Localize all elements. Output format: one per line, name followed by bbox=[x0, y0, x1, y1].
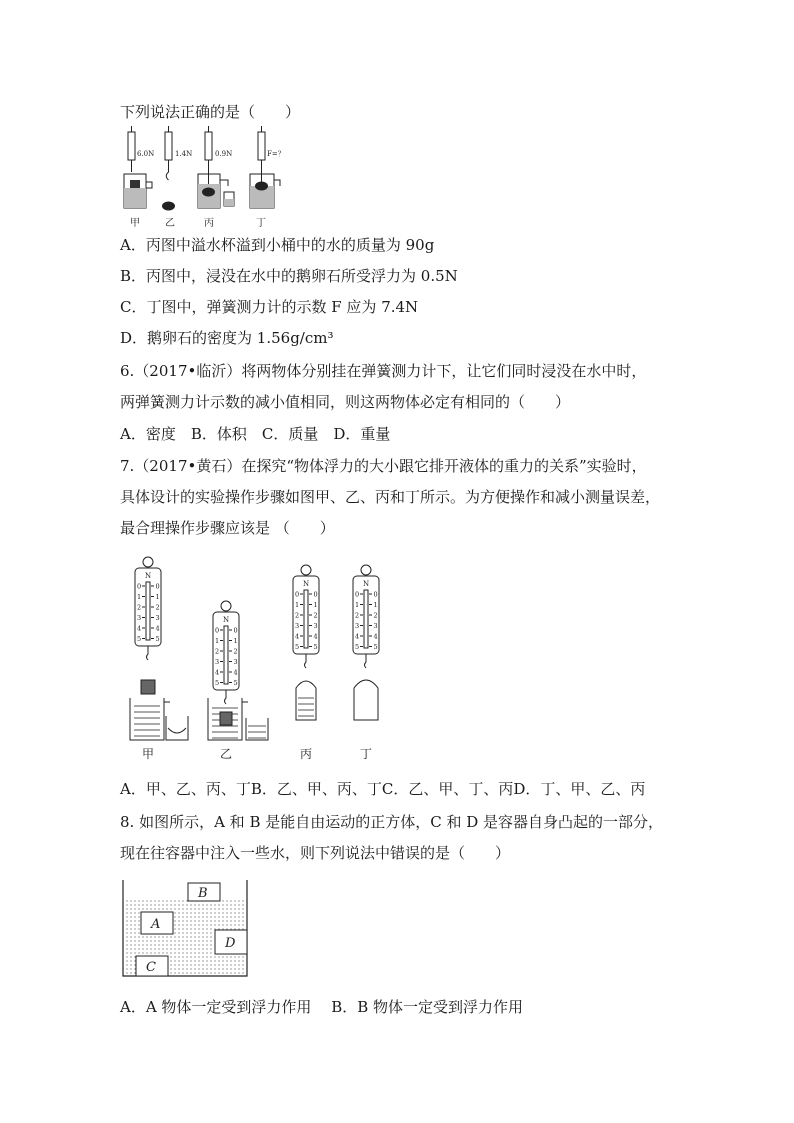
q7-tick-right: 1 bbox=[313, 601, 318, 609]
q7-tick-right: 0 bbox=[233, 626, 238, 635]
q7-tick-right: 1 bbox=[373, 601, 378, 609]
q7-figure bbox=[118, 552, 398, 764]
q7-tick-left: 5 bbox=[215, 679, 220, 687]
q7-tick-left: 1 bbox=[355, 601, 360, 609]
q7-tick-right: 5 bbox=[313, 643, 318, 651]
q7-line-1: 7.（2017•黄石）在探究“物体浮力的大小跟它排开液体的重力的关系”实验时， bbox=[120, 457, 647, 475]
q7-balance-bing bbox=[293, 565, 319, 668]
q7-tick-left: 4 bbox=[295, 632, 300, 641]
q8-label-a: A bbox=[151, 917, 161, 932]
q5-option-b: B．丙图中，浸没在水中的鹅卵石所受浮力为 0.5N bbox=[120, 267, 458, 285]
q7-balance-ding bbox=[353, 565, 379, 668]
q7-balance-yi bbox=[213, 601, 239, 704]
q7-tick-left: 0 bbox=[355, 590, 360, 599]
q7-block-yi bbox=[220, 712, 232, 725]
q7-tick-left: 1 bbox=[295, 601, 300, 609]
q7-unit-label: N bbox=[302, 580, 310, 588]
q5-scale-ding bbox=[250, 126, 280, 208]
q7-label-ding: 丁 bbox=[360, 747, 373, 761]
q8-figure bbox=[118, 876, 254, 982]
q7-tick-left: 3 bbox=[355, 622, 360, 630]
q7-unit-label: N bbox=[144, 572, 152, 580]
q8-line-2: 现在往容器中注入一些水，则下列说法中错误的是（ ） bbox=[120, 844, 511, 862]
q7-tick-right: 3 bbox=[373, 622, 378, 630]
q5-scale-jia bbox=[124, 126, 155, 208]
q7-label-jia: 甲 bbox=[142, 747, 155, 761]
q7-tick-left: 1 bbox=[137, 593, 142, 601]
q7-tick-right: 4 bbox=[313, 632, 318, 641]
q8-label-b: B bbox=[198, 886, 208, 901]
q5-reading-yi: 1.4N bbox=[175, 150, 193, 158]
q6-line-1: 6.（2017•临沂）将两物体分别挂在弹簧测力计下，让它们同时浸没在水中时， bbox=[120, 362, 647, 380]
q8-options: A．A 物体一定受到浮力作用 B．B 物体一定受到浮力作用 bbox=[120, 998, 524, 1016]
q7-beaker-jia bbox=[130, 698, 170, 740]
q7-tick-left: 2 bbox=[295, 611, 300, 620]
q5-reading-ding: F=？ bbox=[267, 150, 285, 158]
q7-tick-left: 0 bbox=[215, 626, 220, 635]
q7-tick-left: 2 bbox=[355, 611, 360, 620]
q7-tick-left: 0 bbox=[137, 582, 142, 591]
q7-tick-right: 2 bbox=[233, 647, 238, 656]
q7-tick-right: 3 bbox=[233, 658, 238, 666]
q5-stem: 下列说法正确的是（ ） bbox=[120, 103, 301, 121]
q7-line-3: 最合理操作步骤应该是 （ ） bbox=[120, 519, 335, 537]
q5-scale-yi bbox=[163, 126, 175, 210]
q7-tick-right: 3 bbox=[155, 614, 160, 622]
q7-tick-right: 2 bbox=[313, 611, 318, 620]
q7-tick-right: 0 bbox=[155, 582, 160, 591]
q7-unit-label: N bbox=[222, 616, 230, 624]
q7-options: A．甲、乙、丙、丁B．乙、甲、丙、丁C．乙、甲、丁、丙D．丁、甲、乙、丙 bbox=[120, 780, 646, 798]
q7-tick-right: 5 bbox=[155, 635, 160, 643]
q7-bucket-ding bbox=[354, 680, 378, 720]
q5-option-d: D．鹅卵石的密度为 1.56g/cm³ bbox=[120, 329, 334, 347]
q7-tick-left: 3 bbox=[137, 614, 142, 622]
q7-label-bing: 丙 bbox=[300, 747, 313, 761]
q7-tick-left: 2 bbox=[137, 603, 142, 612]
q7-block-jia bbox=[141, 680, 155, 694]
q7-tick-right: 5 bbox=[373, 643, 378, 651]
q5-figure bbox=[118, 126, 298, 230]
q7-tick-left: 4 bbox=[215, 668, 220, 677]
q7-tick-left: 5 bbox=[355, 643, 360, 651]
q7-tick-left: 4 bbox=[355, 632, 360, 641]
q7-tick-right: 1 bbox=[155, 593, 160, 601]
q5-reading-bing: 0.9N bbox=[215, 150, 233, 158]
q7-unit-label: N bbox=[362, 580, 370, 588]
q7-tick-left: 3 bbox=[295, 622, 300, 630]
q7-tick-right: 3 bbox=[313, 622, 318, 630]
q8-line-1: 8. 如图所示，A 和 B 是能自由运动的正方体，C 和 D 是容器自身凸起的一部分， bbox=[120, 813, 664, 831]
q5-label-ding: 丁 bbox=[256, 218, 266, 229]
q7-bucket-jia bbox=[166, 716, 188, 740]
q5-label-yi: 乙 bbox=[165, 218, 175, 229]
q5-scale-bing bbox=[198, 126, 234, 208]
q7-tick-left: 5 bbox=[137, 635, 142, 643]
q7-tick-right: 4 bbox=[233, 668, 238, 677]
q7-tick-left: 5 bbox=[295, 643, 300, 651]
q7-line-2: 具体设计的实验操作步骤如图甲、乙、丙和丁所示。为方便操作和减小测量误差， bbox=[120, 488, 661, 506]
q7-label-yi: 乙 bbox=[220, 747, 233, 761]
q7-tick-right: 1 bbox=[233, 637, 238, 645]
q7-bucket-bing bbox=[296, 681, 316, 720]
q5-reading-jia: 6.0N bbox=[137, 150, 155, 158]
q7-tick-right: 2 bbox=[155, 603, 160, 612]
q7-tick-right: 0 bbox=[313, 590, 318, 599]
q7-tick-left: 4 bbox=[137, 624, 142, 633]
q7-tick-right: 2 bbox=[373, 611, 378, 620]
q7-bucket-yi bbox=[246, 718, 268, 740]
q8-label-c: C bbox=[146, 960, 156, 975]
q7-tick-left: 1 bbox=[215, 637, 220, 645]
q5-option-a: A．丙图中溢水杯溢到小桶中的水的质量为 90g bbox=[120, 236, 435, 254]
q5-label-jia: 甲 bbox=[130, 218, 140, 229]
q5-option-c: C．丁图中，弹簧测力计的示数 F 应为 7.4N bbox=[120, 298, 419, 316]
q7-tick-right: 5 bbox=[233, 679, 238, 687]
q7-tick-left: 0 bbox=[295, 590, 300, 599]
q7-balance-jia bbox=[135, 557, 161, 660]
q7-tick-left: 3 bbox=[215, 658, 220, 666]
q7-tick-right: 4 bbox=[373, 632, 378, 641]
q7-tick-left: 2 bbox=[215, 647, 220, 656]
q8-label-d: D bbox=[225, 936, 236, 951]
q5-label-bing: 丙 bbox=[204, 218, 214, 229]
q6-line-2: 两弹簧测力计示数的减小值相同，则这两物体必定有相同的（ ） bbox=[120, 393, 571, 411]
q7-tick-right: 4 bbox=[155, 624, 160, 633]
q7-tick-right: 0 bbox=[373, 590, 378, 599]
q6-options: A．密度 B．体积 C．质量 D．重量 bbox=[120, 425, 391, 443]
